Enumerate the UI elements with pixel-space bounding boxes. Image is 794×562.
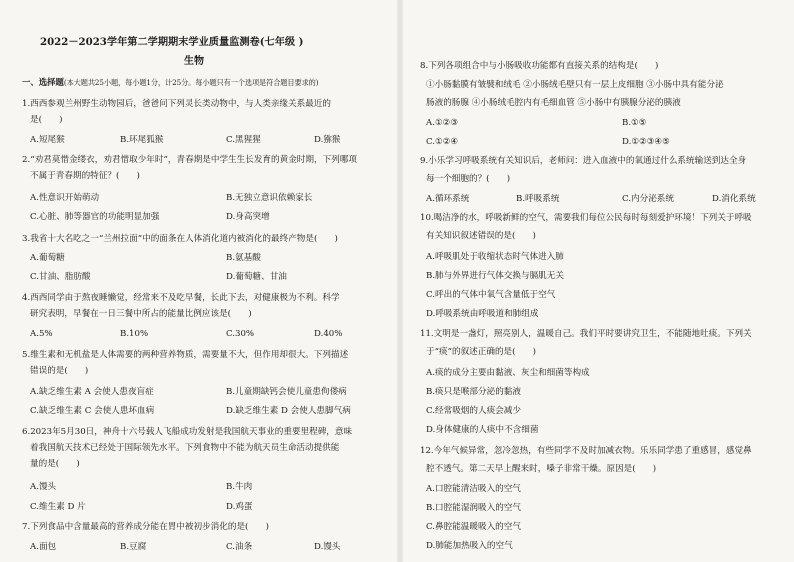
q7-option-b[interactable]: B.豆腐	[120, 542, 147, 552]
q7-option-c[interactable]: C.油条	[226, 542, 253, 552]
q1-stem-line-2: 是( )	[30, 115, 63, 125]
subject-label: 生物	[184, 56, 204, 67]
q3-stem: 3.我省十大名吃之一“兰州拉面”中的面条在人体消化道内被消化的最终产物是( )	[22, 234, 338, 244]
q4-stem-line-2: 研究表明，早餐在一日三餐中所占的能量比例应该是( )	[30, 309, 252, 319]
q10-option-a[interactable]: A.呼吸肌处于收缩状态时气体进入肺	[426, 252, 564, 262]
q8-option-d[interactable]: D.①②③④⑤	[622, 137, 670, 147]
q8-statement-line-1: ①小肠黏膜有皱襞和绒毛 ②小肠绒毛壁只有一层上皮细胞 ③小肠中具有能分泌	[426, 80, 724, 90]
q8-statement-line-2: 肠液的肠腺 ④小肠绒毛腔内有毛细血管 ⑤小肠中有胰腺分泌的胰液	[426, 98, 681, 108]
q7-option-d[interactable]: D.馒头	[314, 542, 341, 552]
q9-stem-line-2: 每一个细胞的？( )	[426, 174, 511, 184]
q7-option-a[interactable]: A.面包	[30, 542, 57, 552]
q3-option-a[interactable]: A.葡萄糖	[30, 253, 65, 263]
q11-option-d[interactable]: D.身体健康的人痰中不含细菌	[426, 425, 539, 435]
q8-option-b[interactable]: B.①⑤	[622, 118, 647, 128]
q5-option-b[interactable]: B.儿童期缺钙会使儿童患佝偻病	[226, 387, 347, 397]
q12-option-b[interactable]: B.口腔能湿润吸入的空气	[426, 503, 521, 513]
q11-stem-line-2: 于“痰”的叙述正确的是( )	[426, 347, 537, 357]
q1-option-b[interactable]: B.环尾狐猴	[120, 135, 164, 145]
q2-option-a[interactable]: A.性意识开始萌动	[30, 193, 100, 203]
q6-option-a[interactable]: A.馒头	[30, 482, 57, 492]
q8-option-a[interactable]: A.①②③	[426, 118, 459, 128]
q6-option-c[interactable]: C.维生素 D 片	[30, 502, 86, 512]
q2-option-b[interactable]: B.无独立意识依赖家长	[226, 193, 313, 203]
q2-stem-line-2: 不属于青春期的特征？( )	[30, 171, 140, 181]
q9-option-a[interactable]: A.循环系统	[426, 194, 470, 204]
q6-stem-line-2: 着我国航天技术已经处于国际领先水平。下列食物中不能为航天员生命活动提供能	[30, 443, 340, 453]
q11-option-a[interactable]: A.痰的成分主要由黏液、灰尘和细菌等构成	[426, 368, 590, 378]
q3-option-b[interactable]: B.氨基酸	[226, 253, 261, 263]
section-note: (本大题共25小题，每小题1分，计25分。每小题只有一个选项是符合题目要求的)	[63, 78, 319, 87]
q6-stem-line-1: 6.2023年5月30日，神舟十六号载人飞船成功发射是我国航天事业的重要里程碑，意味	[22, 427, 353, 437]
q10-stem-line-1: 10.喝洁净的水，呼吸新鲜的空气，需要我们每位公民每时每刻爱护环境！下列关于呼吸	[420, 213, 752, 223]
q11-stem-line-1: 11.文明是一盏灯，照亮别人，温暖自己。我们平时要讲究卫生，不能随地吐痰。下列关	[420, 329, 752, 339]
section-heading	[22, 77, 318, 88]
q5-option-c[interactable]: C.缺乏维生素 C 会使人患坏血病	[30, 406, 155, 416]
section-head-text: 一、选择题	[22, 77, 64, 87]
q2-option-d[interactable]: D.身高突增	[226, 212, 270, 222]
q1-option-d[interactable]: D.猕猴	[314, 135, 341, 145]
q5-stem-line-1: 5.维生素和无机盐是人体需要的两种营养物质，需要量不大，但作用却很大。下列描述	[22, 350, 349, 360]
q7-stem: 7.下列食品中含量最高的营养成分能在胃中被初步消化的是( )	[22, 522, 269, 532]
q6-option-d[interactable]: D.鸡蛋	[226, 502, 253, 512]
q5-option-d[interactable]: D.缺乏维生素 D 会使人患脚气病	[226, 406, 351, 416]
q1-option-a[interactable]: A.短尾猴	[30, 135, 65, 145]
q2-stem-line-1: 2.“劝君莫惜金缕衣，劝君惜取少年时”，青春期是中学生生长发育的黄金时期，下列哪项	[22, 155, 357, 165]
q3-option-d[interactable]: D.葡萄糖、甘油	[226, 272, 287, 282]
q9-option-b[interactable]: B.呼吸系统	[516, 194, 560, 204]
right-page	[404, 0, 794, 562]
q4-option-a[interactable]: A.5%	[30, 329, 53, 339]
q4-option-d[interactable]: D.40%	[314, 329, 343, 339]
left-page	[0, 0, 396, 562]
q6-option-b[interactable]: B.牛肉	[226, 482, 253, 492]
q1-stem-line-1: 1.西西参观兰州野生动物园后，爸爸问下列灵长类动物中，与人类亲缘关系最近的	[22, 99, 331, 109]
q10-option-c[interactable]: C.呼出的气体中氧气含量低于空气	[426, 290, 556, 300]
q12-option-d[interactable]: D.肺能加热吸入的空气	[426, 541, 513, 551]
q12-stem-line-1: 12.今年气候异常，忽冷忽热，有些同学不及时加减衣物。乐乐同学患了重感冒，感觉鼻	[420, 446, 752, 456]
q5-option-a[interactable]: A.缺乏维生素 A 会使人患夜盲症	[30, 387, 154, 397]
q2-option-c[interactable]: C.心脏、肺等器官的功能明显加强	[30, 212, 160, 222]
q12-option-c[interactable]: C.鼻腔能温暖吸入的空气	[426, 522, 521, 532]
page-fold	[397, 0, 403, 562]
q8-stem: 8.下列各项组合中与小肠吸收功能都有直接关系的结构是( )	[420, 61, 659, 71]
q9-stem-line-1: 9.小乐学习呼吸系统有关知识后，老师问：进入血液中的氧通过什么系统输送到达全身	[420, 156, 747, 166]
q9-option-d[interactable]: D.消化系统	[712, 194, 756, 204]
q1-option-c[interactable]: C.黑猩猩	[226, 135, 261, 145]
q4-stem-line-1: 4.西西同学由于熬夜睡懒觉，经常来不及吃早餐，长此下去，对健康极为不利。科学	[22, 293, 340, 303]
q10-stem-line-2: 有关知识叙述错误的是( )	[426, 231, 536, 241]
q9-option-c[interactable]: C.内分泌系统	[622, 194, 674, 204]
exam-title: 2022－2023学年第二学期期末学业质量监测卷(七年级 )	[40, 36, 304, 48]
q10-option-d[interactable]: D.呼吸系统由呼吸道和肺组成	[426, 309, 539, 319]
q11-option-c[interactable]: C.经常吸烟的人痰会减少	[426, 406, 521, 416]
q6-stem-line-3: 量的是( )	[30, 459, 80, 469]
q8-option-c[interactable]: C.①②④	[426, 137, 459, 147]
q12-stem-line-2: 腔不透气。第二天早上醒来时，嗓子非常干燥。原因是( )	[426, 464, 657, 474]
q12-option-a[interactable]: A.口腔能清洁吸入的空气	[426, 484, 521, 494]
q3-option-c[interactable]: C.甘油、脂肪酸	[30, 272, 91, 282]
q5-stem-line-2: 错误的是( )	[30, 366, 89, 376]
q4-option-c[interactable]: C.30%	[226, 329, 255, 339]
q11-option-b[interactable]: B.痰只是喉部分泌的黏液	[426, 387, 521, 397]
q4-option-b[interactable]: B.10%	[120, 329, 149, 339]
q10-option-b[interactable]: B.肺与外界进行气体交换与膈肌无关	[426, 271, 564, 281]
